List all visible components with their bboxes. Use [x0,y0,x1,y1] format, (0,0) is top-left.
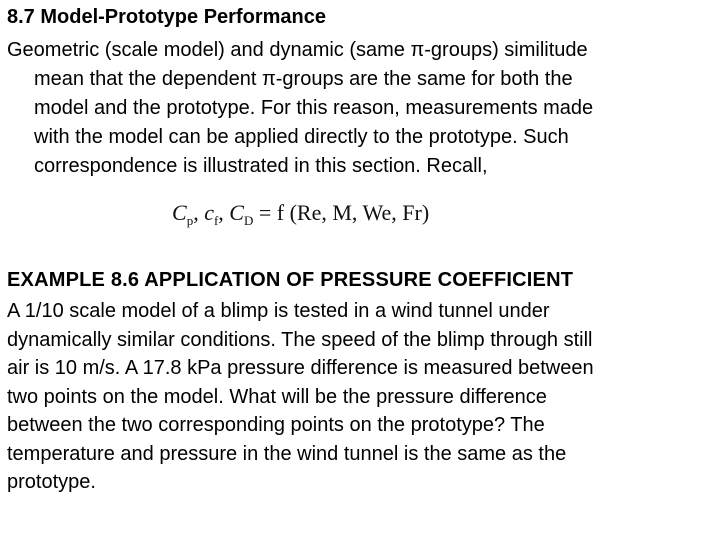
drag-coefficient-symbol: $C_D$ [229,200,254,228]
example-line: temperature and pressure in the wind tunnel is the same as the [7,442,567,465]
pressure-coefficient-symbol: $C_p$ [172,200,194,228]
example-line: A 1/10 scale model of a blimp is tested in a wind tunnel under [7,300,550,322]
equation-comma: , [193,200,205,225]
intro-paragraph [7,36,713,181]
intro-line: with the model can be applied directly to the prototype. Such [34,126,569,148]
example-line: prototype. [7,471,96,493]
example-line: dynamically similar conditions. The speed of the blimp through still [7,328,593,351]
example-title: EXAMPLE 8.6 APPLICATION OF PRESSURE COEFFICIENT [7,269,574,291]
example-line: air is 10 m/s. A 17.8 kPa pressure difference is measured between [7,357,594,379]
example-paragraph [7,297,717,497]
equation-rhs: = f (Re, M, We, Fr) [253,200,430,225]
intro-line: mean that the dependent π-groups are the same for both the [34,68,573,90]
example-line: two points on the model. What will be the pressure difference [7,385,547,408]
friction-coefficient-symbol: $c_f$ [204,200,219,228]
equation-comma: , [218,200,230,225]
equation-image [172,196,429,238]
intro-line: Geometric (scale model) and dynamic (same π-groups) similitude [7,39,588,61]
section-title: 8.7 Model-Prototype Performance [7,6,326,28]
intro-line: correspondence is illustrated in this section. Recall, [34,155,488,177]
example-line: between the two corresponding points on the prototype? The [7,414,545,436]
intro-line: model and the prototype. For this reason, measurements made [34,97,594,119]
